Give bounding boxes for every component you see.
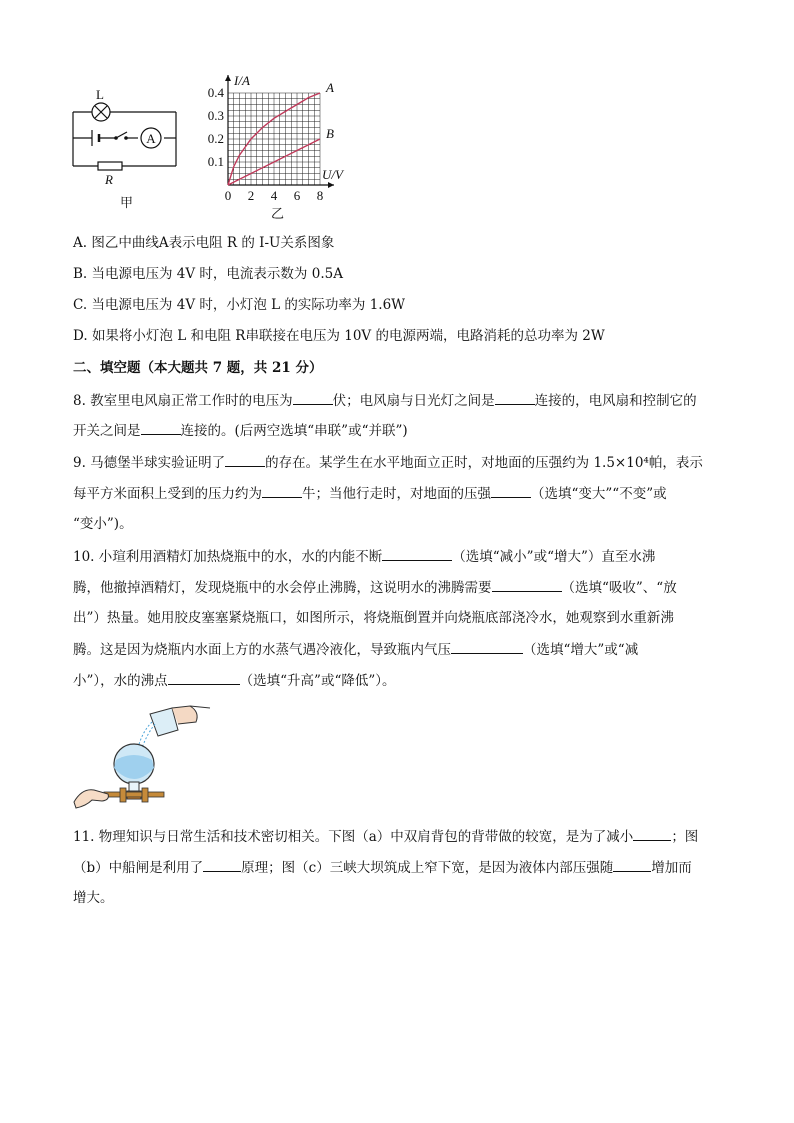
text: 11. 物理知识与日常生活和技术密切相关。下图（a）中双肩背包的背带做的较宽，是为了减小 (73, 829, 634, 845)
q8-line-1 (73, 390, 697, 411)
y-axis-arrow (225, 75, 231, 81)
graph-grid (228, 93, 320, 185)
text: 8. 教室里电风扇正常工作时的电压为 (73, 393, 293, 409)
option-b (73, 264, 343, 284)
answer-blank[interactable] (451, 639, 523, 654)
option-text: 图乙中曲线A表示电阻 R 的 I-U关系图象 (91, 235, 335, 251)
q10-line-5 (73, 670, 396, 691)
text: 腾。这是因为烧瓶内水面上方的水蒸气遇冷液化，导致瓶内气压 (73, 642, 451, 658)
answer-blank[interactable] (293, 390, 333, 405)
resistor-symbol (98, 162, 122, 170)
text: 原理；图（c）三峡大坝筑成上窄下宽，是因为液体内部压强随 (241, 860, 614, 876)
answer-blank[interactable] (225, 452, 265, 467)
answer-blank[interactable] (203, 857, 241, 872)
y-tick-label: 0.4 (207, 85, 224, 100)
y-tick-label: 0.3 (207, 108, 224, 123)
text: 10. 小瑄利用酒精灯加热烧瓶中的水，水的内能不断 (73, 549, 383, 565)
answer-blank[interactable] (633, 826, 671, 841)
option-letter: A. (73, 235, 88, 251)
option-letter: D. (73, 328, 88, 344)
water-cup-icon (150, 706, 210, 736)
q9-line-3: “变小”)。 (73, 516, 133, 532)
answer-blank[interactable] (613, 857, 651, 872)
y-tick-label: 0.2 (207, 131, 224, 146)
y-tick-label: 0.1 (207, 154, 224, 169)
graph-series (228, 80, 334, 185)
series-label-a: A (326, 80, 334, 95)
option-letter: C. (73, 297, 88, 313)
text: （选填“吸收”、“放 (561, 580, 677, 596)
x-tick-label: 0 (224, 188, 232, 203)
text: （选填“升高”或“降低”）。 (239, 673, 396, 689)
q11-line-1 (73, 826, 698, 847)
resistor-label: R (105, 172, 113, 187)
option-text: 如果将小灯泡 L 和电阻 R串联接在电压为 10V 的电源两端，电路消耗的总功率为 2W (91, 328, 605, 344)
lamp-label: L (96, 87, 104, 102)
answer-blank[interactable] (382, 546, 452, 561)
text: （b）中船闸是利用了 (73, 860, 204, 876)
answer-blank[interactable] (495, 390, 535, 405)
text: 每平方米面积上受到的压力约为 (73, 486, 262, 502)
q9-line-2 (73, 483, 667, 504)
q10-line-2 (73, 577, 677, 598)
text: 牛；当他行走时，对地面的压强 (302, 486, 491, 502)
y-axis-label: I/A (234, 73, 250, 88)
q11-line-3: 增大。 (73, 890, 114, 906)
text: 连接的，电风扇和控制它的 (534, 393, 697, 409)
text: （选填“增大”或“减 (523, 642, 639, 658)
option-text: 当电源电压为 4V 时，电流表示数为 0.5A (91, 266, 343, 282)
x-axis-arrow (328, 182, 334, 188)
option-a (73, 233, 334, 253)
answer-blank[interactable] (168, 670, 240, 685)
flask-experiment-illustration (72, 700, 212, 810)
answer-blank[interactable] (141, 420, 181, 435)
q10-line-4 (73, 639, 638, 660)
iu-graph (195, 60, 365, 225)
x-axis-label: U/V (322, 167, 343, 182)
text: 腾，他撤掉酒精灯，发现烧瓶中的水会停止沸腾，这说明水的沸腾需要 (73, 580, 492, 596)
series-label-b: B (326, 126, 334, 141)
text: 9. 马德堡半球实验证明了 (73, 455, 226, 471)
text: 伏；电风扇与日光灯之间是 (332, 393, 495, 409)
text: 小”），水的沸点 (73, 673, 168, 689)
battery-symbol (92, 130, 99, 146)
q11-line-2 (73, 857, 692, 878)
graph-caption: 乙 (271, 206, 285, 221)
q10-line-3: 出”）热量。她用胶皮塞塞紧烧瓶口，如图所示，将烧瓶倒置并向烧瓶底部浇冷水，她观察到水重新沸 (73, 610, 674, 626)
option-c (73, 295, 405, 315)
hand-icon (74, 790, 108, 808)
answer-blank[interactable] (492, 577, 562, 592)
lamp-symbol (92, 103, 110, 121)
q9-line-1 (73, 452, 703, 473)
water-stream (138, 722, 155, 748)
text: 的存在。某学生在水平地面立正时，对地面的压强约为 1.5×10⁴帕，表示 (265, 455, 703, 471)
switch-symbol (114, 132, 128, 140)
text: 开关之间是 (73, 423, 141, 439)
ammeter-label: A (146, 131, 156, 146)
answer-blank[interactable] (491, 483, 531, 498)
option-text: 当电源电压为 4V 时，小灯泡 L 的实际功率为 1.6W (91, 297, 406, 313)
x-tick-label: 8 (316, 188, 324, 203)
x-tick-label: 6 (293, 188, 301, 203)
section-heading: 二、填空题（本大题共 7 题，共 21 分） (73, 360, 323, 376)
text: 连接的。(后两空选填“串联”或“并联”) (180, 423, 408, 439)
circuit-caption: 甲 (120, 195, 134, 210)
x-tick-label: 2 (247, 188, 255, 203)
q8-line-2 (73, 420, 408, 441)
q10-line-1 (73, 546, 655, 567)
answer-blank[interactable] (262, 483, 302, 498)
text: 增加而 (651, 860, 692, 876)
text: （选填“减小”或“增大”）直至水沸 (452, 549, 656, 565)
option-d (73, 326, 605, 346)
circuit-diagram (68, 86, 183, 216)
text: ；图 (671, 829, 699, 845)
option-letter: B. (73, 266, 88, 282)
text: （选填“变大”“不变”或 (531, 486, 667, 502)
x-tick-label: 4 (270, 188, 278, 203)
ammeter-symbol (141, 128, 161, 148)
